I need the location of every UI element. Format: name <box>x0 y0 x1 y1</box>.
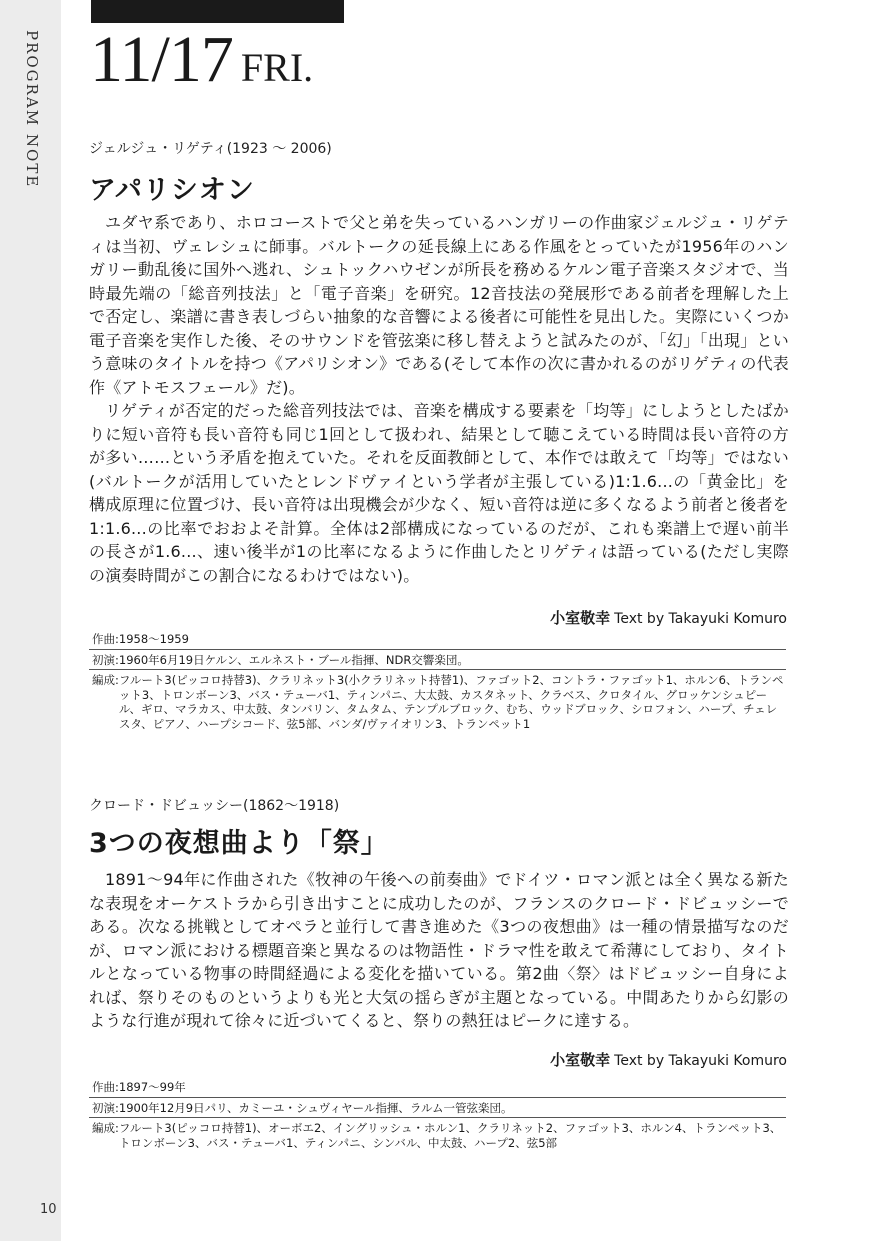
author-credit-en: Text by Takayuki Komuro <box>614 1053 787 1069</box>
info-row <box>89 1097 786 1118</box>
paragraph: ユダヤ系であり、ホロコーストで父と弟を失っているハンガリーの作曲家ジェルジュ・リゲティは当初、ヴェレシュに師事。バルトークの延長線上にある作風をとっていたが1956年のハンガリー動乱後に国外へ逃れ、シュトックハウゼンが所長を務めるケルン電子音楽スタジオで、当時最先端の「総音列技法」と「電子音楽」を研究。12音技法の発展形である前者を理解した上で否定し、楽譜に書き表しづらい抽象的な音響による後者に可能性を見出した。実際にいくつか電子音楽を実作した後、そのサウンドを管弦楽に移し替えようと試みたのが、「幻」「出現」という意味のタイトルを持つ《アパリシオン》である(そして本作の次に書かれるのがリゲティの代表作《アトモスフェール》だ)。 <box>89 213 789 397</box>
author-credit-en: Text by Takayuki Komuro <box>614 611 787 627</box>
composer-name: ジェルジュ・リゲティ(1923 〜 2006) <box>89 141 332 157</box>
info-value: フルート3(ピッコロ持替3)、クラリネット3(小クラリネット持替1)、ファゴット2、コントラ・ファゴット1、ホルン6、トランペット3、トロンボーン3、バス・テューバ1、ティンパニ、大太鼓、カスタネット、クラベス、クロタイル、グロッケンシュピール、ギロ、マラカス、中太鼓、タンバリン、タムタム、テンプルブロック、むち、ウッドブロック、シロフォン、ハープ、チェレスタ、ピアノ、ハープシコード、弦5部、バンダ/ヴァイオリン3、トランペット1 <box>118 673 784 731</box>
piece-info <box>89 632 786 733</box>
info-value: 1960年6月19日ケルン、エルネスト・ブール指揮、NDR交響楽団。 <box>118 652 469 667</box>
piece-title: アパリシオン <box>89 175 255 206</box>
author-name: 小室敬幸 <box>550 1051 611 1069</box>
info-row <box>89 669 786 733</box>
date-weekday: FRI. <box>240 45 314 90</box>
info-key: 初演: <box>92 1100 119 1115</box>
info-value: 1897〜99年 <box>118 1080 186 1094</box>
info-key: 編成: <box>92 1121 119 1135</box>
page-number: 10 <box>40 1202 57 1217</box>
program-note-body <box>89 868 789 1033</box>
info-row <box>89 1080 786 1097</box>
info-row <box>89 1117 786 1152</box>
program-note-body <box>89 211 789 587</box>
section-label: PROGRAM NOTE <box>23 30 41 189</box>
info-row <box>89 632 786 649</box>
info-key: 作曲: <box>92 632 119 646</box>
piece-info <box>89 1080 786 1152</box>
info-key: 作曲: <box>92 1080 119 1094</box>
paragraph: 1891〜94年に作曲された《牧神の午後への前奏曲》でドイツ・ロマン派とは全く異なる新たな表現をオーケストラから引き出すことに成功したのが、フランスのクロード・ドビュッシーである。次なる挑戦としてオペラと並行して書き進めた《3つの夜想曲》は一種の情景描写なのだが、ロマン派における標題音楽と異なるのは物語性・ドラマ性を敢えて希薄にしており、タイトルとなっている物事の時間経過による変化を描いている。第2曲〈祭〉はドビュッシー自身によれば、祭りそのものというよりも光と大気の揺らぎが主題となっている。中間あたりから幻影のような行進が現れて徐々に近づいてくると、祭りの熱狂はピークに達する。 <box>89 870 789 1030</box>
info-value: 1958〜1959 <box>118 632 189 646</box>
author-credit <box>550 607 787 628</box>
sidebar <box>0 0 61 1241</box>
author-name: 小室敬幸 <box>550 609 611 627</box>
concert-date <box>90 22 313 98</box>
info-key: 編成: <box>92 673 119 687</box>
info-value: フルート3(ピッコロ持替1)、オーボエ2、イングリッシュ・ホルン1、クラリネット2、ファゴット3、ホルン4、トランペット3、トロンボーン3、バス・テューバ1、ティンパニ、シンバル、中太鼓、ハープ2、弦5部 <box>118 1121 782 1150</box>
info-row <box>89 649 786 670</box>
author-credit <box>550 1049 787 1070</box>
paragraph: リゲティが否定的だった総音列技法では、音楽を構成する要素を「均等」にしようとしたばかりに短い音符も長い音符も同じ1回として扱われ、結果として聴こえている時間は長い音符の方が多い……という矛盾を抱えていた。それを反面教師として、本作では敢えて「均等」ではない(バルトークが活用していたとレンドヴァイという学者が主張している)1:1.6...の「黄金比」を構成原理に位置づけ、長い音符は出現機会が少なく、短い音符は逆に多くなるよう前者と後者を1:1.6...の比率でおおよそ計算。全体は2部構成になっているのだが、これも楽譜上で遅い前半の長さが1.6...、速い後半が1の比率になるように作曲したとリゲティは語っている(ただし実際の演奏時間がこの割合になるわけではない)。 <box>89 401 789 585</box>
composer-name: クロード・ドビュッシー(1862〜1918) <box>89 798 340 814</box>
info-key: 初演: <box>92 652 119 667</box>
date-day: 11/17 <box>90 23 233 96</box>
piece-title: 3つの夜想曲より「祭」 <box>89 828 389 859</box>
info-value: 1900年12月9日パリ、カミーユ・シュヴィヤール指揮、ラルム一管弦楽団。 <box>118 1100 513 1115</box>
header-bar <box>91 0 344 23</box>
